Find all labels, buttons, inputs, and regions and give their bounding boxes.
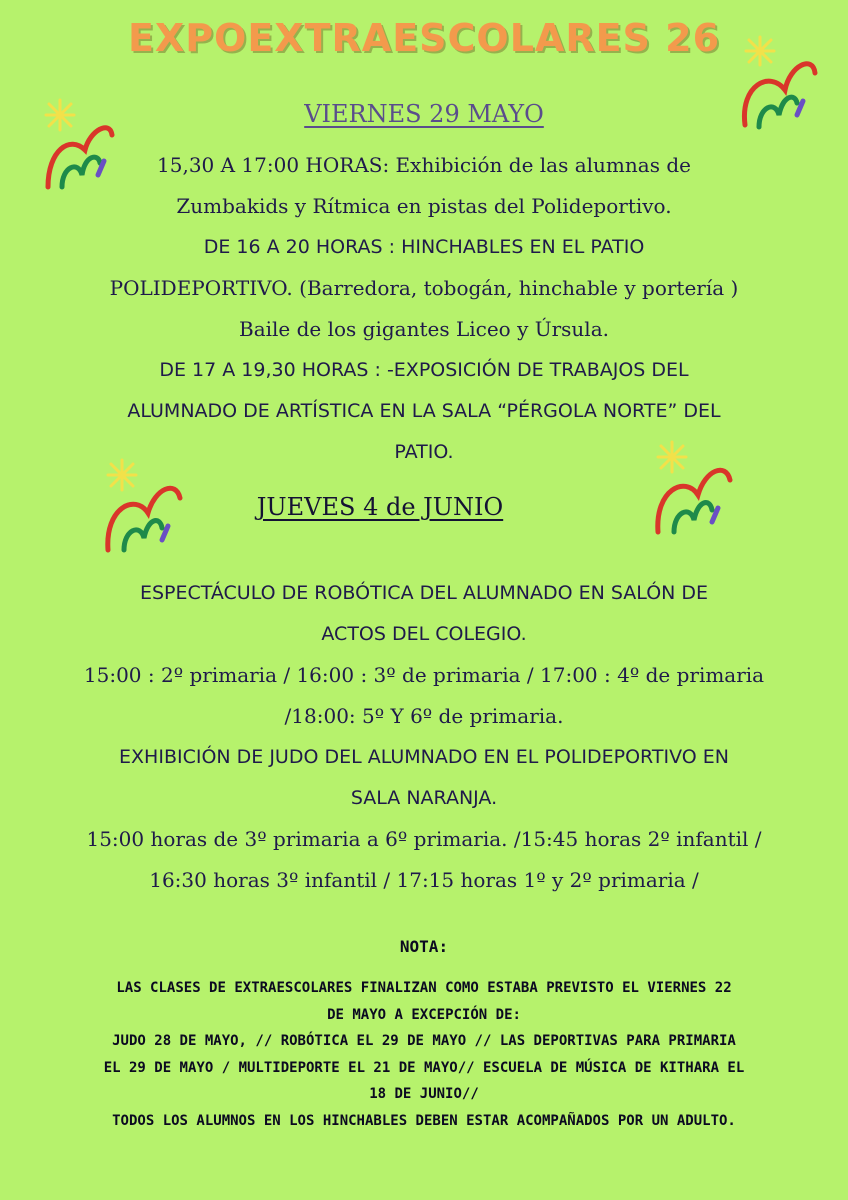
schedule-line: 15:00 : 2º primaria / 16:00 : 3º de primaria / 17:00 : 4º de primaria (83, 663, 765, 687)
schedule-line: 15,30 A 17:00 HORAS: Exhibición de las alumnas de (157, 153, 691, 177)
nota-line: JUDO 28 DE MAYO, // ROBÓTICA EL 29 DE MAYO // LAS DEPORTIVAS PARA PRIMARIA (112, 1033, 736, 1049)
nota-text (10, 975, 838, 1134)
schedule-line: EXHIBICIÓN DE JUDO DEL ALUMNADO EN EL POLIDEPORTIVO EN (119, 746, 729, 768)
schedule-line: ALUMNADO DE ARTÍSTICA EN LA SALA “PÉRGOLA NORTE” DEL (127, 400, 721, 422)
jueves-schedule (20, 573, 828, 901)
schedule-line: SALA NARANJA. (350, 787, 498, 809)
nota-line: 18 DE JUNIO// (369, 1086, 479, 1102)
viernes-heading: VIERNES 29 MAYO (304, 100, 544, 128)
schedule-line: ESPECTÁCULO DE ROBÓTICA DEL ALUMNADO EN SALÓN DE (139, 582, 709, 604)
nota-line: EL 29 DE MAYO / MULTIDEPORTE EL 21 DE MAYO// ESCUELA DE MÚSICA DE KITHARA EL (103, 1059, 745, 1076)
schedule-line: 15:00 horas de 3º primaria a 6º primaria. /15:45 horas 2º infantil / (86, 827, 762, 851)
schedule-line: /18:00: 5º Y 6º de primaria. (284, 704, 564, 728)
schedule-line: 16:30 horas 3º infantil / 17:15 horas 1º y 2º primaria / (149, 868, 699, 892)
viernes-schedule (20, 145, 828, 473)
page-title: EXPOEXTRAESCOLARES 26 (127, 16, 721, 60)
nota-title: NOTA: (399, 937, 449, 956)
schedule-line: Baile de los gigantes Liceo y Úrsula. (239, 317, 609, 341)
nota-line: LAS CLASES DE EXTRAESCOLARES FINALIZAN COMO ESTABA PREVISTO EL VIERNES 22 (116, 980, 732, 996)
nota-line: TODOS LOS ALUMNOS EN LOS HINCHABLES DEBEN ESTAR ACOMPAÑADOS POR UN ADULTO. (112, 1112, 736, 1129)
schedule-line: ACTOS DEL COLEGIO. (321, 623, 527, 645)
schedule-line: Zumbakids y Rítmica en pistas del Polideportivo. (176, 194, 672, 218)
schedule-line: DE 16 A 20 HORAS : HINCHABLES EN EL PATIO (203, 236, 645, 258)
schedule-line: POLIDEPORTIVO. (Barredora, tobogán, hinchable y portería ) (109, 276, 739, 300)
schedule-line: PATIO. (394, 441, 454, 463)
nota-line: DE MAYO A EXCEPCIÓN DE: (327, 1006, 521, 1023)
schedule-line: DE 17 A 19,30 HORAS : -EXPOSICIÓN DE TRABAJOS DEL (159, 359, 689, 381)
jueves-heading: JUEVES 4 de JUNIO (256, 493, 504, 521)
